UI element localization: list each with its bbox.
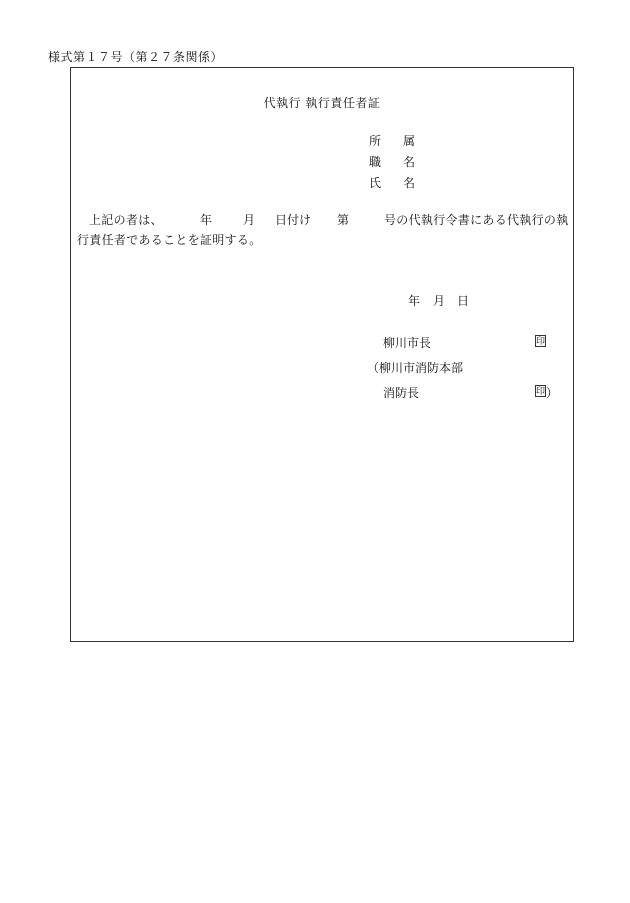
issuer-fire-dept: （柳川市消防本部: [367, 361, 464, 375]
mayor-seal-mark: 印: [536, 337, 546, 347]
closing-paren: ）: [546, 386, 559, 400]
issuer-mayor: 柳川市長: [383, 336, 432, 350]
certificate-frame: [70, 67, 574, 642]
field-affiliation-label: 所属: [369, 134, 438, 148]
fire-chief-seal-mark: 印: [536, 387, 546, 397]
body-line2: 行責任者であることを証明する。: [77, 233, 262, 247]
body-dai: 第: [337, 213, 350, 227]
document-title: 代執行 執行責任者証: [263, 96, 381, 110]
body-year: 年: [200, 213, 213, 227]
form-number: 様式第１７号（第２７条関係）: [48, 50, 224, 64]
issuer-fire-chief: 消防長: [383, 386, 420, 400]
body-lead: 上記の者は、: [89, 213, 163, 227]
field-name-label: 氏名: [369, 176, 438, 190]
body-date-suffix: 日付け: [275, 213, 312, 227]
issue-day: 日: [457, 294, 470, 308]
issue-year: 年: [408, 294, 421, 308]
issue-month: 月: [433, 294, 446, 308]
body-line1-rest: 号の代執行令書にある代執行の執: [384, 213, 569, 227]
body-month: 月: [243, 213, 256, 227]
field-position-label: 職名: [369, 155, 438, 169]
